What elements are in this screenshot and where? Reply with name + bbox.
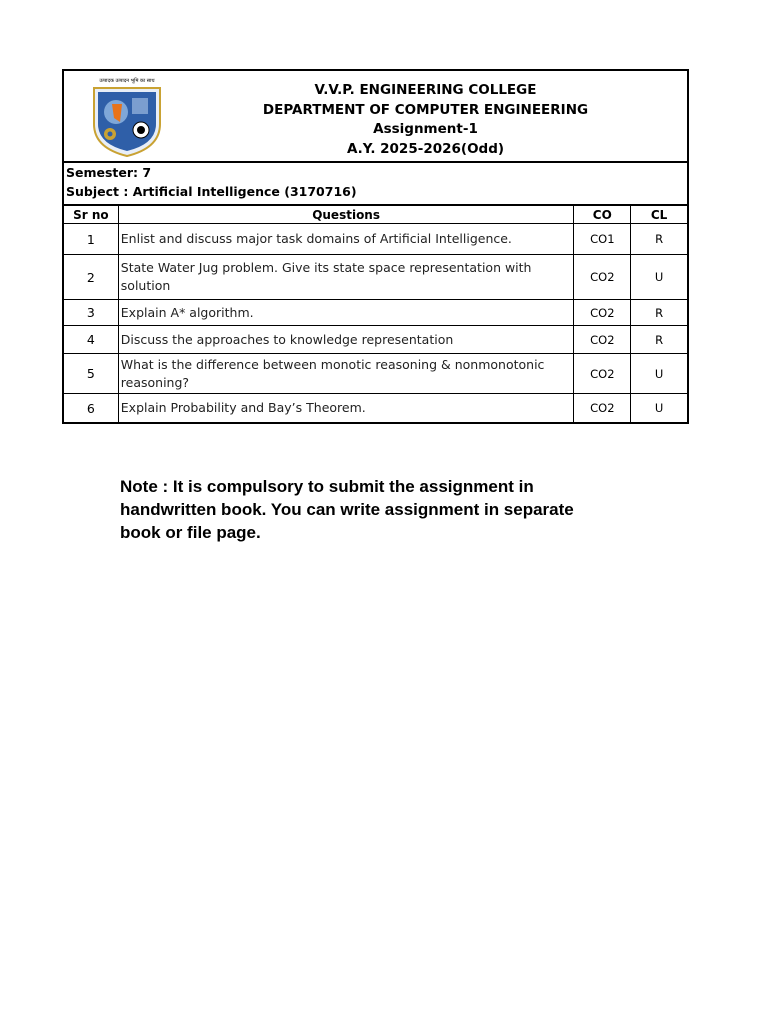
co-cell: CO2 (574, 354, 631, 394)
subject-info (62, 161, 689, 204)
cl-cell: R (631, 326, 688, 354)
submission-note: Note : It is compulsory to submit the assignment in handwritten book. You can write assignment in separate book or file page. (120, 477, 574, 542)
cl-cell: U (631, 394, 688, 424)
cl-cell: U (631, 354, 688, 394)
department-name: DEPARTMENT OF COMPUTER ENGINEERING (262, 101, 589, 118)
question-cell: Explain A* algorithm. (118, 300, 574, 326)
question-cell: What is the difference between monotic reasoning & nonmonotonic reasoning? (118, 354, 574, 394)
question-cell: Discuss the approaches to knowledge representation (118, 326, 574, 354)
question-cell: Explain Probability and Bay’s Theorem. (118, 394, 574, 424)
college-name: V.V.P. ENGINEERING COLLEGE (314, 82, 537, 98)
question-cell: Enlist and discuss major task domains of Artificial Intelligence. (118, 224, 574, 255)
table-row (63, 300, 688, 326)
column-header-sr: Sr no (63, 205, 118, 224)
semester-label: Semester: 7 (66, 165, 152, 180)
sr-cell: 3 (63, 300, 118, 326)
assignment-title: Assignment-1 (373, 121, 478, 137)
column-header-questions: Questions (118, 205, 574, 224)
cl-cell: U (631, 255, 688, 300)
subject-label: Subject : Artificial Intelligence (3170716) (66, 184, 357, 199)
cl-cell: R (631, 300, 688, 326)
table-header-row (63, 205, 688, 224)
header-box (62, 69, 689, 163)
sr-cell: 5 (63, 354, 118, 394)
table-row (63, 255, 688, 300)
academic-year: A.Y. 2025-2026(Odd) (346, 140, 505, 157)
questions-table (62, 204, 689, 424)
sr-cell: 1 (63, 224, 118, 255)
cl-cell: R (631, 224, 688, 255)
table-row (63, 354, 688, 394)
co-cell: CO2 (574, 326, 631, 354)
svg-text:उत्पादक उत्पादन भूमि का साथ: उत्पादक उत्पादन भूमि का साथ (99, 78, 155, 84)
college-logo-icon (86, 74, 168, 158)
table-row (63, 394, 688, 424)
sr-cell: 4 (63, 326, 118, 354)
sr-cell: 2 (63, 255, 118, 300)
column-header-cl: CL (631, 205, 688, 224)
assignment-sheet (62, 69, 689, 436)
co-cell: CO2 (574, 255, 631, 300)
co-cell: CO1 (574, 224, 631, 255)
table-row (63, 224, 688, 255)
co-cell: CO2 (574, 300, 631, 326)
sr-cell: 6 (63, 394, 118, 424)
table-row (63, 326, 688, 354)
column-header-co: CO (574, 205, 631, 224)
header-title-block (164, 81, 687, 159)
question-cell: State Water Jug problem. Give its state space representation with solution (118, 255, 574, 300)
co-cell: CO2 (574, 394, 631, 424)
